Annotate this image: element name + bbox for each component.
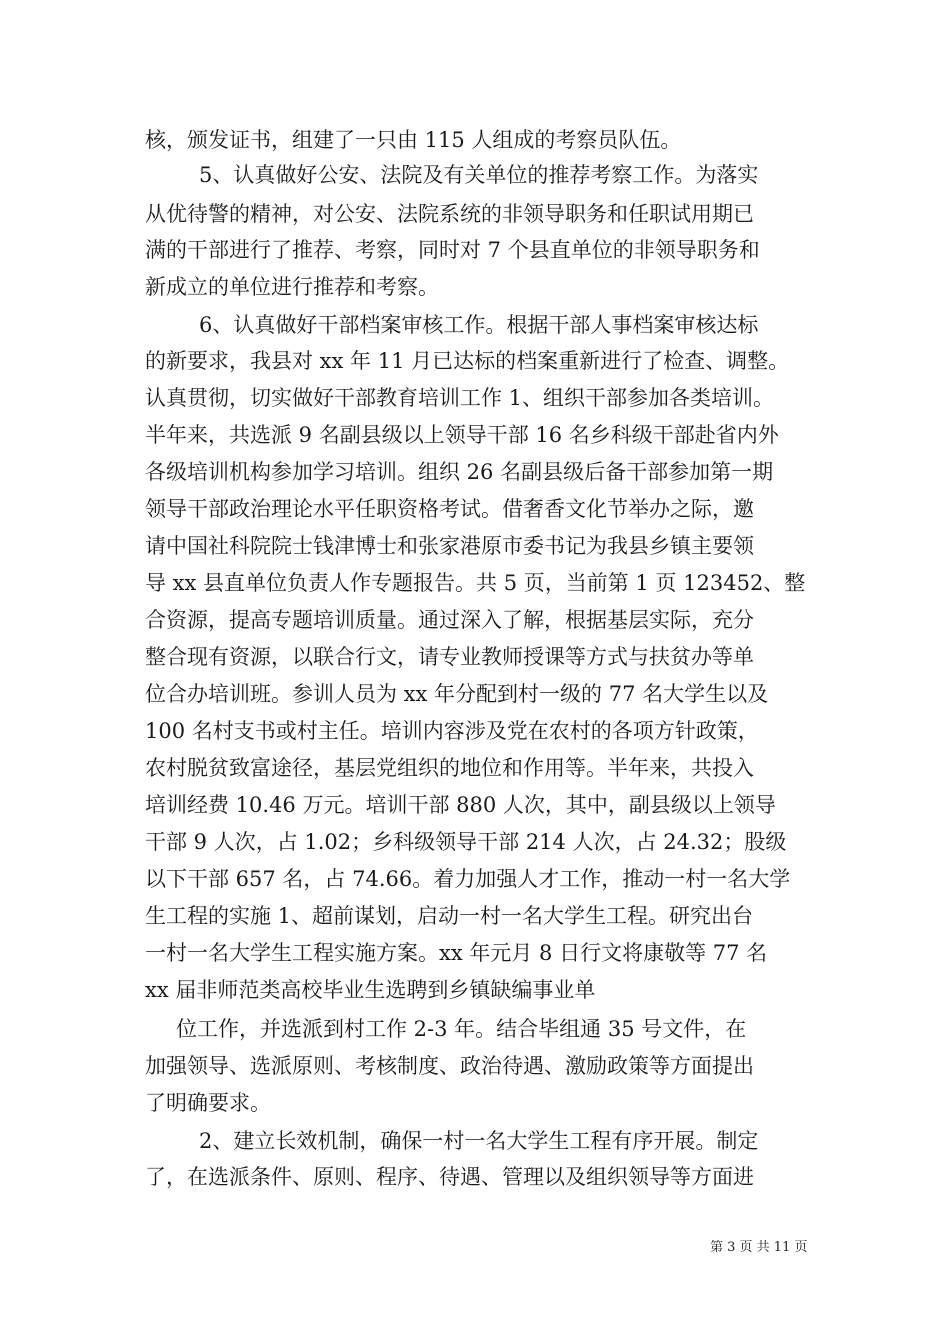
text-line: xx 届非师范类高校毕业生选聘到乡镇缺编事业单 — [145, 978, 596, 1002]
text-line: 加强领导、选派原则、考核制度、政治待遇、激励政策等方面提出 — [145, 1054, 754, 1078]
text-line: 以下干部 657 名，占 74.66。着力加强人才工作，推动一村一名大学 — [145, 867, 791, 891]
text-line: 的新要求，我县对 xx 年 11 月已达标的档案重新进行了检查、调整。 — [145, 349, 790, 373]
text-line: 合资源，提高专题培训质量。通过深入了解，根据基层实际，充分 — [145, 608, 754, 632]
text-line: 培训经费 10.46 万元。培训干部 880 人次，其中，副县级以上领导 — [145, 793, 776, 817]
text-line: 生工程的实施 1、超前谋划，启动一村一名大学生工程。研究出台 — [145, 904, 754, 928]
text-line: 各级培训机构参加学习培训。组织 26 名副县级后备干部参加第一期 — [145, 460, 774, 484]
text-line: 从优待警的精神，对公安、法院系统的非领导职务和任职试用期已 — [145, 202, 754, 226]
text-line: 位合办培训班。参训人员为 xx 年分配到村一级的 77 名大学生以及 — [145, 682, 769, 706]
text-line: 位工作，并选派到村工作 2-3 年。结合毕组通 35 号文件，在 — [176, 1017, 747, 1041]
text-line: 100 名村支书或村主任。培训内容涉及党在农村的各项方针政策， — [145, 719, 759, 743]
text-line: 5、认真做好公安、法院及有关单位的推荐考察工作。为落实 — [199, 163, 759, 187]
text-line: 请中国社科院院士钱津博士和张家港原市委书记为我县乡镇主要领 — [145, 534, 754, 558]
text-line: 领导干部政治理论水平任职资格考试。借奢香文化节举办之际，邀 — [145, 497, 754, 521]
text-line: 满的干部进行了推荐、考察，同时对 7 个县直单位的非领导职务和 — [145, 238, 760, 262]
text-line: 2、建立长效机制，确保一村一名大学生工程有序开展。制定 — [199, 1129, 759, 1153]
text-line: 干部 9 人次，占 1.02；乡科级领导干部 214 人次，占 24.32；股级 — [145, 830, 787, 854]
text-line: 了，在选派条件、原则、程序、待遇、管理以及组织领导等方面进 — [145, 1165, 754, 1189]
text-line: 认真贯彻，切实做好干部教育培训工作 1、组织干部参加各类培训。 — [145, 386, 775, 410]
text-line: 6、认真做好干部档案审核工作。根据干部人事档案审核达标 — [199, 313, 759, 337]
page-footer: 第 3 页 共 11 页 — [710, 1240, 808, 1255]
text-line: 半年来，共选派 9 名副县级以上领导干部 16 名乡科级干部赴省内外 — [145, 423, 779, 447]
text-line: 了明确要求。 — [145, 1091, 271, 1115]
text-line: 导 xx 县直单位负责人作专题报告。共 5 页，当前第 1 页 123452、整 — [145, 571, 806, 595]
text-line: 核，颁发证书，组建了一只由 115 人组成的考察员队伍。 — [145, 128, 682, 152]
text-line: 新成立的单位进行推荐和考察。 — [145, 275, 439, 299]
text-line: 整合现有资源，以联合行文，请专业教师授课等方式与扶贫办等单 — [145, 645, 754, 669]
text-line: 农村脱贫致富途径，基层党组织的地位和作用等。半年来，共投入 — [145, 756, 754, 780]
text-line: 一村一名大学生工程实施方案。xx 年元月 8 日行文将康敬等 77 名 — [145, 941, 768, 965]
